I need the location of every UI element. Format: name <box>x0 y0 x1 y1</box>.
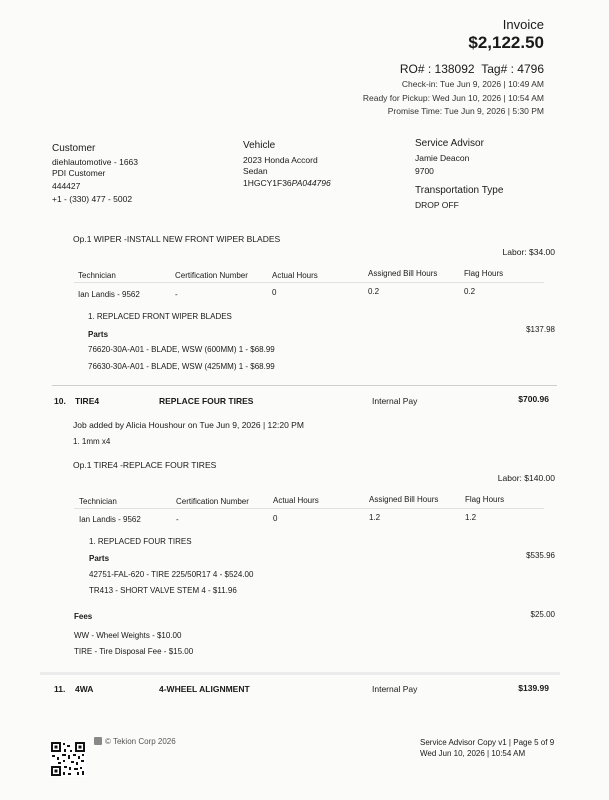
job10-amount: $700.96 <box>518 394 549 404</box>
job10-number: 10. <box>54 396 66 406</box>
col-flag-hours: Flag Hours <box>465 495 505 504</box>
ready-time: Ready for Pickup: Wed Jun 10, 2026 | 10:54 AM <box>362 93 544 103</box>
job10-added-by: Job added by Alicia Houshour on Tue Jun 9, 2026 | 12:20 PM <box>73 420 304 430</box>
col-certification: Certification Number <box>176 497 249 506</box>
footer-printed: Wed Jun 10, 2026 | 10:54 AM <box>420 749 526 758</box>
job11-amount: $139.99 <box>518 683 549 693</box>
customer-name: diehlautomotive - 1663 <box>52 157 139 167</box>
job11-code: 4WA <box>75 684 94 694</box>
op-tire-title: Op.1 TIRE4 -REPLACE FOUR TIRES <box>73 460 217 470</box>
op-wiper-labor: Labor: $34.00 <box>502 247 555 257</box>
fee-line: TIRE - Tire Disposal Fee - $15.00 <box>74 647 194 656</box>
tech-cell: Ian Landis - 9562 <box>79 515 141 524</box>
transport-heading: Transportation Type <box>415 185 504 196</box>
advisor-heading: Service Advisor <box>415 138 484 149</box>
vehicle-heading: Vehicle <box>243 140 276 151</box>
vin-suffix: PA044796 <box>291 178 331 188</box>
table-header-rule <box>74 282 544 283</box>
customer-phone: +1 - (330) 477 - 5002 <box>52 194 133 204</box>
wiper-part-line: 76630-30A-A01 - BLADE, WSW (425MM) 1 - $68.99 <box>88 362 275 371</box>
wiper-step: 1. REPLACED FRONT WIPER BLADES <box>88 312 232 321</box>
ro-tag-line <box>400 62 544 76</box>
ro-number: 138092 <box>434 62 475 76</box>
op-tire-labor: Labor: $140.00 <box>497 473 555 483</box>
job10-note: 1. 1mm x4 <box>73 437 111 446</box>
promise-time: Promise Time: Tue Jun 9, 2026 | 5:30 PM <box>387 106 544 116</box>
col-actual-hours: Actual Hours <box>273 496 319 505</box>
vin-prefix: 1HGCY1F36 <box>243 178 292 188</box>
tire-parts-label: Parts <box>89 554 110 563</box>
col-assigned-hours: Assigned Bill Hours <box>369 495 439 504</box>
job10-pay-type: Internal Pay <box>372 396 418 406</box>
ro-label: RO# : <box>399 62 432 76</box>
customer-heading: Customer <box>52 143 96 154</box>
advisor-name: Jamie Deacon <box>415 153 470 163</box>
assigned-hours-cell: 0.2 <box>368 287 380 296</box>
cert-cell: - <box>176 515 179 524</box>
scan-artifact <box>40 672 560 675</box>
fee-line: WW - Wheel Weights - $10.00 <box>74 631 182 640</box>
col-technician: Technician <box>78 271 116 280</box>
vehicle-body: Sedan <box>243 166 268 176</box>
tag-number: 4796 <box>517 62 544 76</box>
tire-part-line: 42751-FAL-620 - TIRE 225/50R17 4 - $524.00 <box>89 570 254 579</box>
op-wiper-title: Op.1 WIPER -INSTALL NEW FRONT WIPER BLADES <box>73 234 281 244</box>
tekion-logo-icon <box>94 737 102 745</box>
tire-parts-total: $535.96 <box>526 551 555 560</box>
wiper-parts-label: Parts <box>88 330 109 339</box>
job10-description: REPLACE FOUR TIRES <box>159 396 254 406</box>
invoice-total: $2,122.50 <box>468 33 544 52</box>
col-certification: Certification Number <box>175 271 248 280</box>
table-header-rule <box>74 508 544 509</box>
wiper-parts-total: $137.98 <box>526 325 555 334</box>
wiper-part-line: 76620-30A-A01 - BLADE, WSW (600MM) 1 - $68.99 <box>88 345 275 354</box>
tire-step: 1. REPLACED FOUR TIRES <box>89 537 192 546</box>
invoice-title: Invoice <box>502 17 544 32</box>
flag-hours-cell: 0.2 <box>464 287 476 296</box>
vehicle-model: 2023 Honda Accord <box>243 155 318 165</box>
actual-hours-cell: 0 <box>272 288 277 297</box>
advisor-id: 9700 <box>415 166 434 176</box>
job11-description: 4-WHEEL ALIGNMENT <box>159 684 250 694</box>
tag-label: Tag# : <box>481 62 514 76</box>
flag-hours-cell: 1.2 <box>465 513 477 522</box>
qr-code-icon <box>50 741 86 777</box>
vehicle-vin <box>243 178 331 188</box>
customer-type: PDI Customer <box>52 168 106 178</box>
job10-code: TIRE4 <box>75 396 100 406</box>
checkin-time: Check-in: Tue Jun 9, 2026 | 10:49 AM <box>401 79 544 89</box>
footer-copyright <box>94 737 176 746</box>
actual-hours-cell: 0 <box>273 514 278 523</box>
assigned-hours-cell: 1.2 <box>369 513 381 522</box>
cert-cell: - <box>175 290 178 299</box>
col-flag-hours: Flag Hours <box>464 269 504 278</box>
job-divider <box>52 385 557 386</box>
col-assigned-hours: Assigned Bill Hours <box>368 269 438 278</box>
fees-total: $25.00 <box>530 610 555 619</box>
fees-label: Fees <box>74 612 93 621</box>
tire-part-line: TR413 - SHORT VALVE STEM 4 - $11.96 <box>89 586 237 595</box>
job11-number: 11. <box>54 684 66 694</box>
col-technician: Technician <box>79 497 117 506</box>
copyright-text: © Tekion Corp 2026 <box>105 737 176 746</box>
customer-id: 444427 <box>52 181 81 191</box>
col-actual-hours: Actual Hours <box>272 271 318 280</box>
footer-copy-line: Service Advisor Copy v1 | Page 5 of 9 <box>420 738 555 747</box>
job11-pay-type: Internal Pay <box>372 684 418 694</box>
transport-value: DROP OFF <box>415 200 459 210</box>
tech-cell: Ian Landis - 9562 <box>78 290 140 299</box>
